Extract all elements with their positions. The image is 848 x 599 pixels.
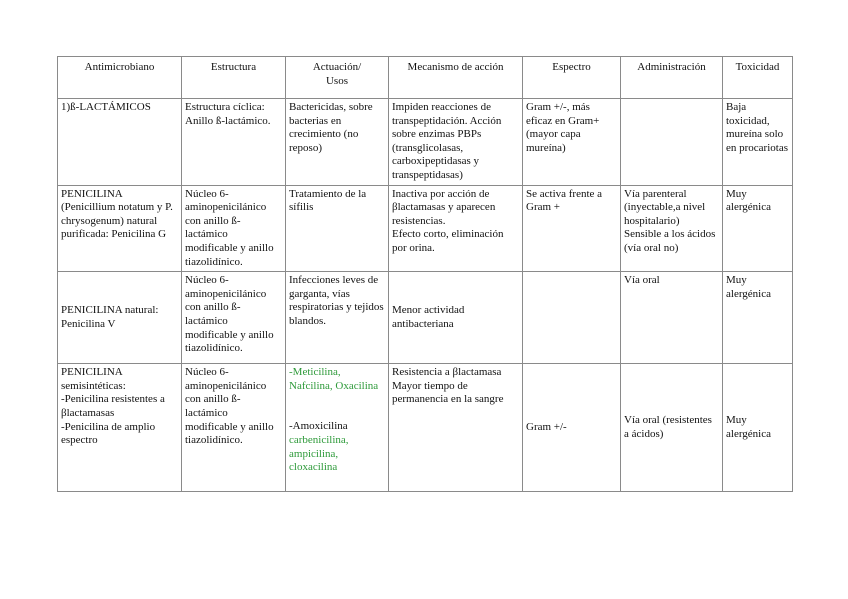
actuacion-drugs-1: -Meticilina, Nafcilina, Oxacilina — [289, 366, 379, 392]
table-row — [58, 364, 793, 492]
antimicrobiano-line-2: -Penicilina resistentes a βlactamasas — [61, 393, 165, 419]
cell-espectro: Se activa frente a Gram + — [523, 185, 621, 272]
antimicrobiano-line-3: -Penicilina de amplio espectro — [61, 420, 156, 447]
cell-antimicrobiano: PENICILINA (Penicillium notatum y P. chrysogenum) natural purificada: Penicilina G — [58, 185, 182, 272]
actuacion-drugs-2: carbenicilina, ampicilina, cloxacilina — [289, 433, 349, 474]
mecanismo-line-1: Inactiva por acción de βlactamasas y aparecen resistencias. — [392, 187, 496, 227]
cell-administracion: Vía oral — [621, 272, 723, 364]
table-row — [58, 272, 793, 364]
cell-mecanismo: Impiden reacciones de transpeptidación. Acción sobre enzimas PBPs (transglicolasas, carboxipeptidasas y transpeptidasas) — [389, 99, 523, 186]
header-row — [58, 57, 793, 99]
table-row — [58, 99, 793, 186]
cell-antimicrobiano: PENICILINA natural: Penicilina V — [58, 272, 182, 364]
antimicrobial-table — [57, 56, 793, 492]
cell-toxicidad: Baja toxicidad, mureína solo en procariotas — [723, 99, 793, 186]
header-antimicrobiano: Antimicrobiano — [58, 57, 182, 99]
cell-estructura: Núcleo 6-aminopenicilánico con anillo ß-lactámico modificable y anillo tiazolidínico. — [182, 364, 286, 492]
actuacion-amoxicilina: -Amoxicilina — [289, 420, 348, 433]
cell-administracion — [621, 99, 723, 186]
cell-espectro — [523, 272, 621, 364]
antimicrobiano-line-1: PENICILINA semisintéticas: — [61, 366, 126, 392]
cell-estructura: Estructura cíclica: Anillo ß-lactámico. — [182, 99, 286, 186]
cell-espectro: Gram +/-, más eficaz en Gram+(mayor capa mureína) — [523, 99, 621, 186]
cell-estructura: Núcleo 6-aminopenicilánico con anillo ß-lactámico modificable y anillo tiazolidínico. — [182, 272, 286, 364]
cell-mecanismo — [389, 185, 523, 272]
header-administracion: Administración — [621, 57, 723, 99]
cell-antimicrobiano — [58, 364, 182, 492]
cell-toxicidad: Muy alergénica — [723, 364, 793, 492]
administracion-line-2: Sensible a los ácidos (vía oral no) — [624, 228, 716, 254]
cell-actuacion: Infecciones leves de garganta, vías respiratorias y tejidos blandos. — [286, 272, 389, 364]
administracion-line-1: Vía parenteral (inyectable,a nivel hospitalario) — [624, 187, 706, 227]
header-toxicidad: Toxicidad — [723, 57, 793, 99]
mecanismo-line-2: Mayor tiempo de permanencia en la sangre — [392, 379, 504, 406]
header-estructura: Estructura — [182, 57, 286, 99]
table-row — [58, 185, 793, 272]
cell-actuacion — [286, 364, 389, 492]
cell-mecanismo — [389, 364, 523, 492]
cell-espectro: Gram +/- — [523, 364, 621, 492]
header-espectro: Espectro — [523, 57, 621, 99]
cell-estructura: Núcleo 6-aminopenicilánico con anillo ß-lactámico modificable y anillo tiazolidínico. — [182, 185, 286, 272]
cell-toxicidad: Muy alergénica — [723, 272, 793, 364]
mecanismo-line-1: Resistencia a βlactamasa — [392, 366, 502, 379]
cell-administracion: Vía oral (resistentes a ácidos) — [621, 364, 723, 492]
cell-administracion — [621, 185, 723, 272]
cell-mecanismo: Menor actividad antibacteriana — [389, 272, 523, 364]
cell-actuacion: Bactericidas, sobre bacterias en crecimiento (no reposo) — [286, 99, 389, 186]
header-mecanismo: Mecanismo de acción — [389, 57, 523, 99]
mecanismo-line-2: Efecto corto, eliminación por orina. — [392, 228, 504, 254]
cell-antimicrobiano: 1)ß-LACTÁMICOS — [58, 99, 182, 186]
cell-actuacion: Tratamiento de la sífilis — [286, 185, 389, 272]
header-actuacion: Actuación/ Usos — [286, 57, 389, 99]
cell-toxicidad: Muy alergénica — [723, 185, 793, 272]
